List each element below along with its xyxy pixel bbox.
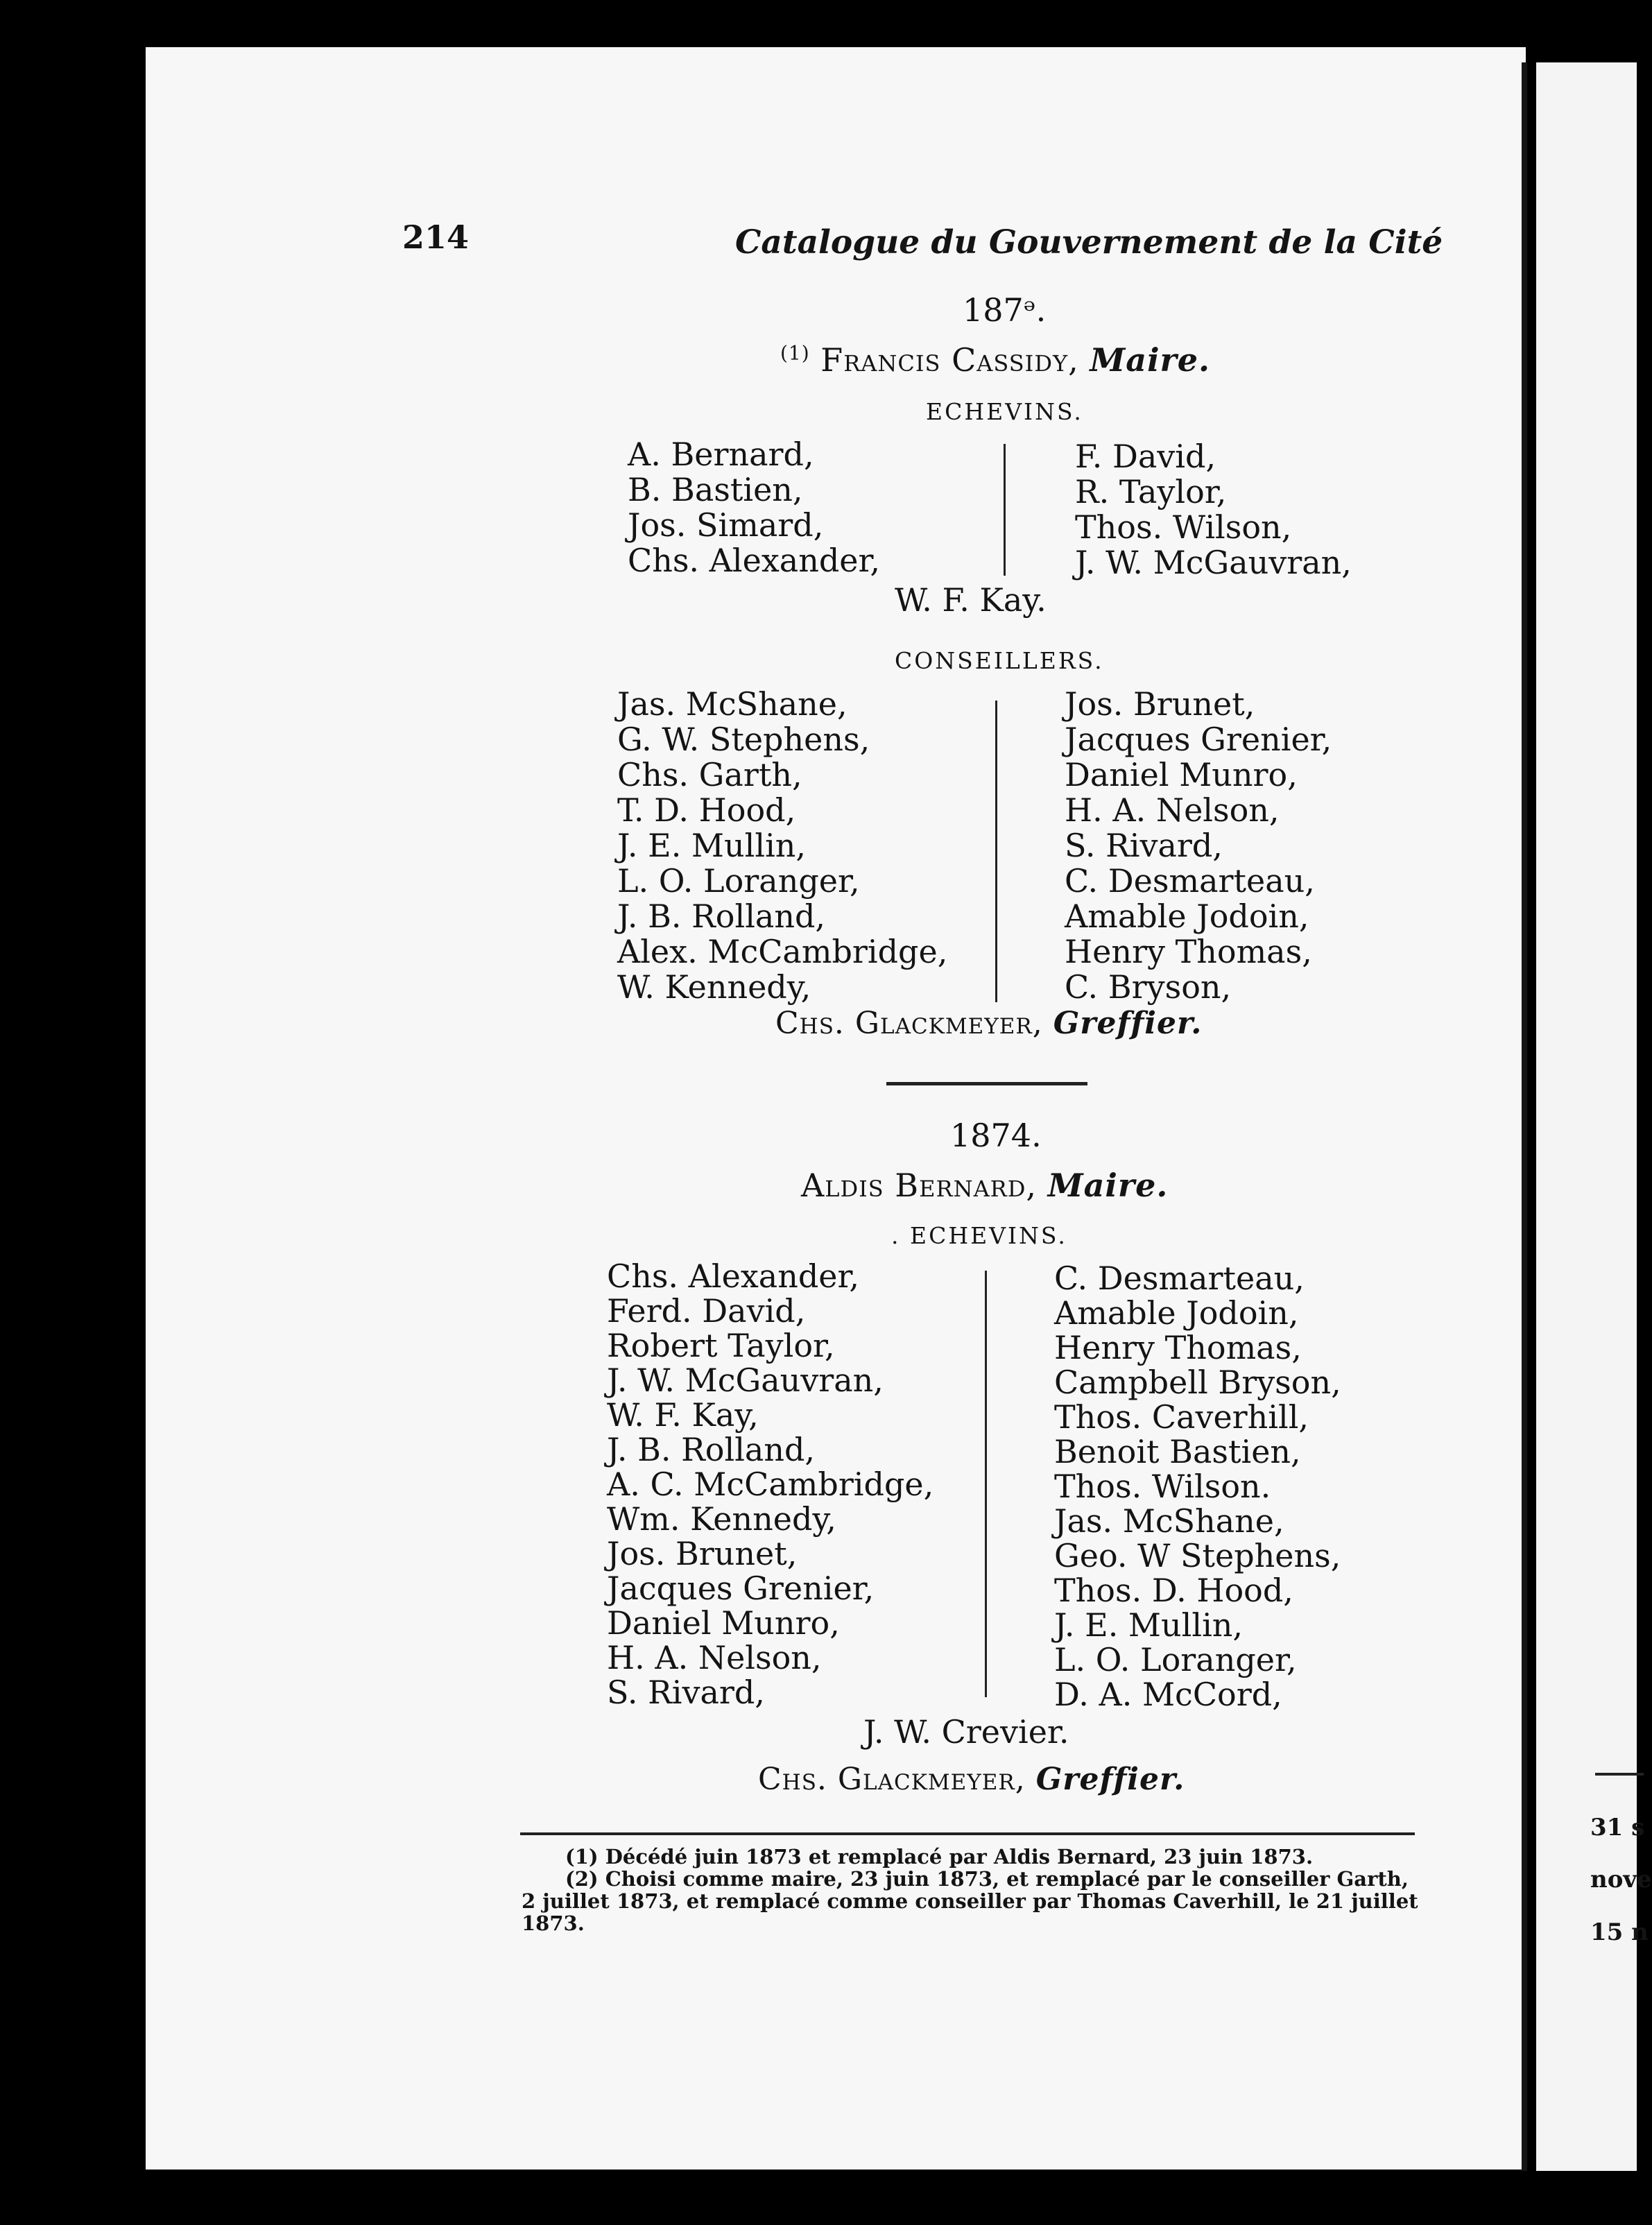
mayor-name: Aldis Bernard,	[801, 1167, 1038, 1204]
echevin-last-1873: W. F. Kay.	[895, 581, 1047, 619]
list-item: Geo. W Stephens,	[1054, 1537, 1341, 1574]
list-item: H. A. Nelson,	[1065, 791, 1280, 829]
facing-page	[1536, 62, 1652, 2171]
section-separator	[886, 1082, 1087, 1085]
clerk-title: Greffier.	[1035, 1762, 1185, 1797]
list-item: Chs. Garth,	[617, 756, 802, 793]
facing-page-fragment: 15 n	[1590, 1918, 1649, 1946]
list-item: S. Rivard,	[1065, 827, 1223, 864]
list-item: Chs. Alexander,	[607, 1257, 860, 1295]
list-item: C. Desmarteau,	[1065, 862, 1315, 900]
list-item: Daniel Munro,	[607, 1604, 840, 1642]
gutter-shadow	[1522, 62, 1527, 2171]
list-item: C. Bryson,	[1065, 968, 1232, 1006]
clerk-line-1874	[758, 1762, 1185, 1797]
list-item: Henry Thomas,	[1054, 1329, 1302, 1366]
clerk-line-1873	[775, 1006, 1202, 1041]
list-item: Henry Thomas,	[1065, 933, 1312, 970]
column-divider	[1004, 444, 1006, 576]
list-item: Jas. McShane,	[1054, 1502, 1284, 1540]
list-item: Jos. Brunet,	[607, 1535, 798, 1572]
list-item: D. A. McCord,	[1054, 1676, 1282, 1713]
footnote-2-line-3: 1873.	[522, 1912, 585, 1935]
echevins-heading-1874: . ECHEVINS.	[891, 1222, 1067, 1249]
list-item: Thos. Caverhill,	[1054, 1398, 1309, 1436]
list-item: S. Rivard,	[607, 1674, 765, 1711]
year-heading-1873: 187ᵊ.	[963, 291, 1047, 329]
footnote-1: (1) Décédé juin 1873 et remplacé par Aldis Bernard, 23 juin 1873.	[565, 1845, 1314, 1869]
echevins-heading-1873: ECHEVINS.	[926, 398, 1083, 425]
list-item: F. David,	[1075, 438, 1216, 475]
facing-page-fragment: 31 s	[1590, 1814, 1645, 1841]
echevins-right-1873	[1075, 439, 1352, 581]
list-item: J. E. Mullin,	[1054, 1606, 1244, 1644]
mayor-name: Francis Cassidy,	[820, 341, 1079, 379]
footnote-rule	[520, 1832, 1415, 1835]
page-number: 214	[402, 218, 470, 256]
conseillers-right-1873	[1065, 687, 1332, 1005]
list-item: L. O. Loranger,	[617, 862, 860, 900]
clerk-name: Chs. Glackmeyer,	[775, 1006, 1043, 1041]
list-item: J. B. Rolland,	[617, 897, 826, 935]
column-divider	[985, 1271, 987, 1697]
list-item: Campbell Bryson,	[1054, 1364, 1341, 1401]
list-item: H. A. Nelson,	[607, 1639, 822, 1676]
list-item: W. Kennedy,	[617, 968, 811, 1006]
list-item: Ferd. David,	[607, 1292, 806, 1330]
list-item: Wm. Kennedy,	[607, 1500, 836, 1538]
echevin-last-1874: J. W. Crevier.	[863, 1713, 1069, 1751]
list-item: Jos. Simard,	[628, 506, 824, 544]
conseillers-left-1873	[617, 687, 947, 1005]
list-item: J. E. Mullin,	[617, 827, 807, 864]
list-item: Robert Taylor,	[607, 1327, 835, 1364]
conseillers-heading-1873: CONSEILLERS.	[895, 647, 1104, 674]
list-item: Amable Jodoin,	[1065, 897, 1309, 935]
list-item: Thos. Wilson.	[1054, 1468, 1271, 1505]
list-item: Alex. McCambridge,	[617, 933, 948, 970]
list-item: C. Desmarteau,	[1054, 1260, 1305, 1297]
list-item: B. Bastien,	[628, 471, 803, 508]
running-title: Catalogue du Gouvernement de la Cité	[735, 223, 1443, 261]
echevins-right-1874	[1054, 1261, 1341, 1712]
list-item: J. W. McGauvran,	[607, 1361, 884, 1399]
list-item: Daniel Munro,	[1065, 756, 1298, 793]
facing-page-rule	[1595, 1773, 1644, 1776]
list-item: L. O. Loranger,	[1054, 1641, 1297, 1678]
mayor-title: Maire.	[1047, 1167, 1169, 1204]
list-item: Thos. D. Hood,	[1054, 1572, 1293, 1609]
list-item: A. C. McCambridge,	[607, 1466, 934, 1503]
mayor-line-1873	[780, 341, 1210, 379]
list-item: Chs. Alexander,	[628, 542, 881, 579]
list-item: Jacques Grenier,	[1065, 721, 1332, 758]
mayor-title: Maire.	[1090, 341, 1211, 379]
list-item: Jos. Brunet,	[1065, 685, 1255, 723]
footnote-marker: (1)	[780, 341, 810, 365]
list-item: Amable Jodoin,	[1054, 1294, 1299, 1332]
list-item: Benoit Bastien,	[1054, 1433, 1301, 1470]
facing-page-fragment: nove	[1590, 1866, 1652, 1893]
clerk-name: Chs. Glackmeyer,	[758, 1762, 1026, 1797]
column-divider	[995, 701, 997, 1002]
list-item: J. W. McGauvran,	[1075, 544, 1352, 581]
list-item: T. D. Hood,	[617, 791, 796, 829]
list-item: Thos. Wilson,	[1075, 508, 1292, 546]
clerk-title: Greffier.	[1053, 1006, 1203, 1041]
list-item: J. B. Rolland,	[607, 1431, 816, 1468]
footnote-2-line-2: 2 juillet 1873, et remplacé comme conseiller par Thomas Caverhill, le 21 juillet	[522, 1889, 1418, 1913]
year-heading-1874: 1874.	[950, 1117, 1042, 1154]
mayor-line-1874	[801, 1167, 1168, 1204]
echevins-left-1874	[607, 1259, 933, 1710]
list-item: W. F. Kay,	[607, 1396, 759, 1434]
list-item: Jas. McShane,	[617, 685, 847, 723]
list-item: R. Taylor,	[1075, 473, 1227, 510]
footnote-2-line-1: (2) Choisi comme maire, 23 juin 1873, et remplacé par le conseiller Garth,	[565, 1867, 1409, 1891]
echevins-left-1873	[628, 437, 880, 578]
list-item: A. Bernard,	[628, 436, 814, 473]
list-item: G. W. Stephens,	[617, 721, 870, 758]
list-item: Jacques Grenier,	[607, 1570, 875, 1607]
